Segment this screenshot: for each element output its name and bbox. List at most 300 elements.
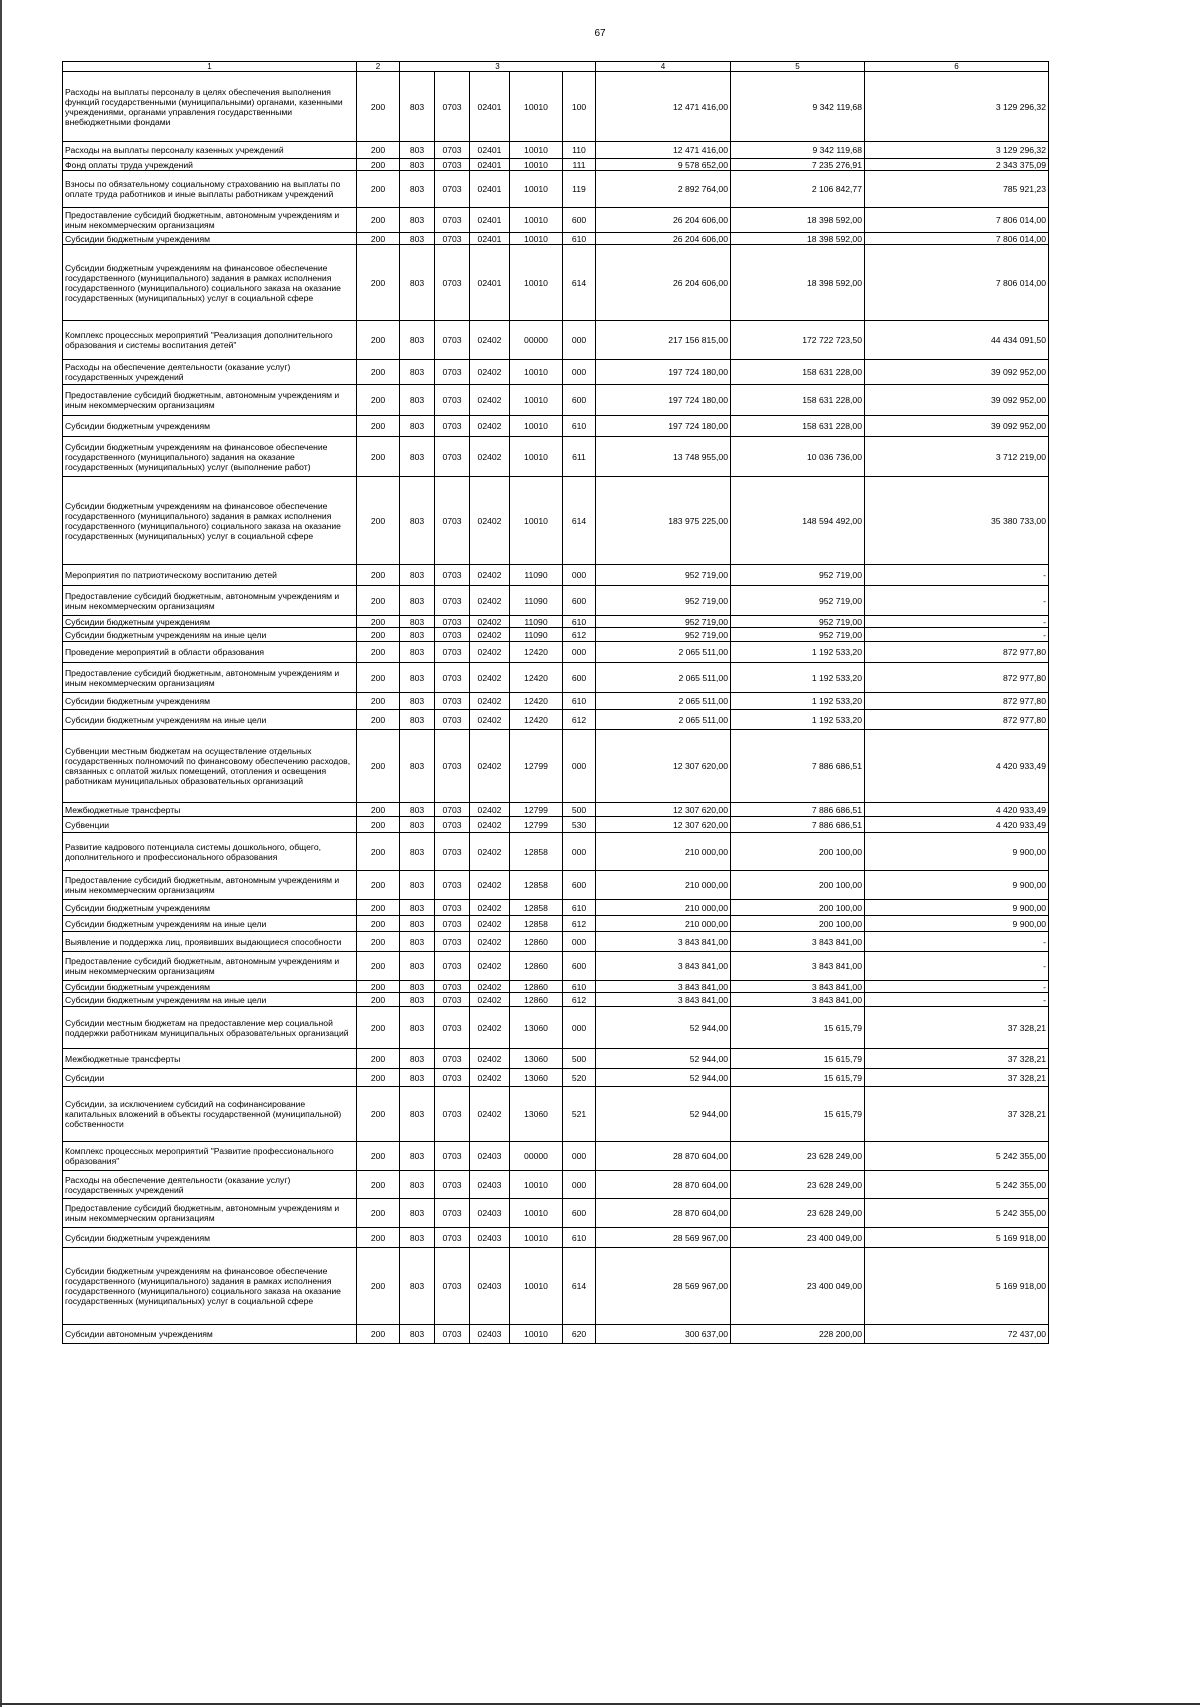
- expense-type-code: 000: [563, 730, 596, 803]
- ministry-code: 803: [400, 616, 435, 628]
- ministry-code: 803: [400, 916, 435, 932]
- budget-amount: 183 975 225,00: [596, 477, 731, 565]
- expense-type-code: 611: [563, 437, 596, 477]
- program-code: 02402: [470, 981, 510, 993]
- ministry-code: 803: [400, 142, 435, 159]
- executed-amount: 2 106 842,77: [731, 171, 865, 208]
- direction-code: 12420: [510, 693, 563, 710]
- ministry-code: 803: [400, 1142, 435, 1171]
- table-row: [63, 1049, 1049, 1069]
- remaining-amount: 39 092 952,00: [865, 385, 1049, 416]
- program-code: 02402: [470, 628, 510, 642]
- subsection-code: 0703: [435, 1199, 470, 1228]
- row-name: Фонд оплаты труда учреждений: [63, 159, 357, 171]
- row-name: Расходы на обеспечение деятельности (оказание услуг) государственных учреждений: [63, 360, 357, 385]
- budget-amount: 12 471 416,00: [596, 72, 731, 142]
- budget-amount: 217 156 815,00: [596, 321, 731, 360]
- section-code: 200: [357, 1069, 400, 1087]
- table-row: [63, 416, 1049, 437]
- executed-amount: 23 628 249,00: [731, 1199, 865, 1228]
- subsection-code: 0703: [435, 321, 470, 360]
- subsection-code: 0703: [435, 208, 470, 233]
- ministry-code: 803: [400, 437, 435, 477]
- program-code: 02403: [470, 1248, 510, 1325]
- program-code: 02402: [470, 565, 510, 586]
- table-row: [63, 952, 1049, 981]
- remaining-amount: 872 977,80: [865, 710, 1049, 730]
- ministry-code: 803: [400, 72, 435, 142]
- program-code: 02402: [470, 360, 510, 385]
- expense-type-code: 000: [563, 642, 596, 663]
- section-code: 200: [357, 1171, 400, 1199]
- executed-amount: 1 192 533,20: [731, 642, 865, 663]
- ministry-code: 803: [400, 628, 435, 642]
- budget-amount: 197 724 180,00: [596, 416, 731, 437]
- executed-amount: 15 615,79: [731, 1087, 865, 1142]
- table-row: [63, 900, 1049, 916]
- ministry-code: 803: [400, 171, 435, 208]
- executed-amount: 7 886 686,51: [731, 803, 865, 817]
- row-name: Развитие кадрового потенциала системы дошкольного, общего, дополнительного и профессионального образования: [63, 833, 357, 871]
- direction-code: 10010: [510, 1171, 563, 1199]
- subsection-code: 0703: [435, 385, 470, 416]
- table-row: [63, 233, 1049, 245]
- direction-code: 12858: [510, 833, 563, 871]
- section-code: 200: [357, 477, 400, 565]
- executed-amount: 200 100,00: [731, 916, 865, 932]
- section-code: 200: [357, 817, 400, 833]
- expense-type-code: 610: [563, 233, 596, 245]
- executed-amount: 148 594 492,00: [731, 477, 865, 565]
- executed-amount: 952 719,00: [731, 616, 865, 628]
- table-row: [63, 159, 1049, 171]
- remaining-amount: 35 380 733,00: [865, 477, 1049, 565]
- remaining-amount: 5 242 355,00: [865, 1171, 1049, 1199]
- ministry-code: 803: [400, 952, 435, 981]
- subsection-code: 0703: [435, 981, 470, 993]
- subsection-code: 0703: [435, 932, 470, 952]
- direction-code: 10010: [510, 416, 563, 437]
- expense-type-code: 610: [563, 1228, 596, 1248]
- budget-amount: 13 748 955,00: [596, 437, 731, 477]
- ministry-code: 803: [400, 159, 435, 171]
- expense-type-code: 600: [563, 586, 596, 616]
- ministry-code: 803: [400, 477, 435, 565]
- subsection-code: 0703: [435, 693, 470, 710]
- ministry-code: 803: [400, 1325, 435, 1344]
- subsection-code: 0703: [435, 1325, 470, 1344]
- program-code: 02402: [470, 693, 510, 710]
- subsection-code: 0703: [435, 803, 470, 817]
- remaining-amount: 7 806 014,00: [865, 233, 1049, 245]
- table-row: [63, 932, 1049, 952]
- budget-amount: 210 000,00: [596, 900, 731, 916]
- expense-type-code: 000: [563, 833, 596, 871]
- ministry-code: 803: [400, 208, 435, 233]
- table-row: [63, 477, 1049, 565]
- executed-amount: 1 192 533,20: [731, 693, 865, 710]
- section-code: 200: [357, 321, 400, 360]
- row-name: Субсидии бюджетным учреждениям: [63, 693, 357, 710]
- row-name: Комплекс процессных мероприятий "Развитие профессионального образования": [63, 1142, 357, 1171]
- expense-type-code: 000: [563, 1007, 596, 1049]
- ministry-code: 803: [400, 1007, 435, 1049]
- ministry-code: 803: [400, 871, 435, 900]
- direction-code: 13060: [510, 1049, 563, 1069]
- executed-amount: 3 843 841,00: [731, 993, 865, 1007]
- direction-code: 10010: [510, 72, 563, 142]
- row-name: Расходы на обеспечение деятельности (оказание услуг) государственных учреждений: [63, 1171, 357, 1199]
- direction-code: 12858: [510, 871, 563, 900]
- table-row: [63, 981, 1049, 993]
- subsection-code: 0703: [435, 916, 470, 932]
- program-code: 02402: [470, 900, 510, 916]
- budget-amount: 28 569 967,00: [596, 1228, 731, 1248]
- expense-type-code: 500: [563, 803, 596, 817]
- executed-amount: 158 631 228,00: [731, 385, 865, 416]
- section-code: 200: [357, 1228, 400, 1248]
- table-row: [63, 1142, 1049, 1171]
- remaining-amount: -: [865, 981, 1049, 993]
- subsection-code: 0703: [435, 663, 470, 693]
- program-code: 02402: [470, 932, 510, 952]
- executed-amount: 7 886 686,51: [731, 817, 865, 833]
- budget-amount: 28 870 604,00: [596, 1171, 731, 1199]
- table-row: [63, 693, 1049, 710]
- expense-type-code: 600: [563, 871, 596, 900]
- program-code: 02402: [470, 1049, 510, 1069]
- budget-amount: 12 307 620,00: [596, 730, 731, 803]
- subsection-code: 0703: [435, 1248, 470, 1325]
- subsection-code: 0703: [435, 477, 470, 565]
- remaining-amount: 872 977,80: [865, 663, 1049, 693]
- ministry-code: 803: [400, 416, 435, 437]
- remaining-amount: -: [865, 565, 1049, 586]
- row-name: Субсидии бюджетным учреждениям на иные цели: [63, 993, 357, 1007]
- executed-amount: 18 398 592,00: [731, 245, 865, 321]
- budget-amount: 26 204 606,00: [596, 245, 731, 321]
- subsection-code: 0703: [435, 1007, 470, 1049]
- direction-code: 10010: [510, 477, 563, 565]
- table-row: [63, 628, 1049, 642]
- remaining-amount: 39 092 952,00: [865, 416, 1049, 437]
- expense-type-code: 600: [563, 385, 596, 416]
- row-name: Субсидии бюджетным учреждениям на иные цели: [63, 710, 357, 730]
- direction-code: 12420: [510, 710, 563, 730]
- expense-type-code: 000: [563, 932, 596, 952]
- executed-amount: 228 200,00: [731, 1325, 865, 1344]
- table-row: [63, 817, 1049, 833]
- program-code: 02402: [470, 477, 510, 565]
- budget-amount: 9 578 652,00: [596, 159, 731, 171]
- executed-amount: 1 192 533,20: [731, 663, 865, 693]
- expense-type-code: 610: [563, 416, 596, 437]
- section-code: 200: [357, 437, 400, 477]
- row-name: Субсидии бюджетным учреждениям на финансовое обеспечение государственного (муниципального) задания в рамках исполнения государственного (муниципального) социального заказа на оказание государственных (муниципальных) услуг в социальной сфере: [63, 477, 357, 565]
- section-code: 200: [357, 952, 400, 981]
- program-code: 02402: [470, 321, 510, 360]
- program-code: 02403: [470, 1142, 510, 1171]
- program-code: 02402: [470, 1007, 510, 1049]
- budget-amount: 12 307 620,00: [596, 803, 731, 817]
- expense-type-code: 614: [563, 1248, 596, 1325]
- budget-amount: 197 724 180,00: [596, 360, 731, 385]
- section-code: 200: [357, 142, 400, 159]
- row-name: Субсидии: [63, 1069, 357, 1087]
- section-code: 200: [357, 803, 400, 817]
- executed-amount: 18 398 592,00: [731, 233, 865, 245]
- executed-amount: 15 615,79: [731, 1007, 865, 1049]
- subsection-code: 0703: [435, 993, 470, 1007]
- remaining-amount: 37 328,21: [865, 1069, 1049, 1087]
- table-row: [63, 142, 1049, 159]
- budget-amount: 28 569 967,00: [596, 1248, 731, 1325]
- program-code: 02401: [470, 171, 510, 208]
- row-name: Межбюджетные трансферты: [63, 1049, 357, 1069]
- executed-amount: 23 628 249,00: [731, 1171, 865, 1199]
- direction-code: 10010: [510, 385, 563, 416]
- expense-type-code: 600: [563, 663, 596, 693]
- expense-type-code: 612: [563, 993, 596, 1007]
- row-name: Субсидии бюджетным учреждениям на иные цели: [63, 628, 357, 642]
- expense-type-code: 100: [563, 72, 596, 142]
- section-code: 200: [357, 900, 400, 916]
- remaining-amount: 7 806 014,00: [865, 245, 1049, 321]
- direction-code: 10010: [510, 233, 563, 245]
- ministry-code: 803: [400, 1228, 435, 1248]
- program-code: 02401: [470, 208, 510, 233]
- budget-amount: 26 204 606,00: [596, 233, 731, 245]
- row-name: Субсидии местным бюджетам на предоставление мер социальной поддержки работникам муниципальных образовательных организаций: [63, 1007, 357, 1049]
- expense-type-code: 620: [563, 1325, 596, 1344]
- executed-amount: 200 100,00: [731, 900, 865, 916]
- direction-code: 10010: [510, 1248, 563, 1325]
- expense-type-code: 110: [563, 142, 596, 159]
- executed-amount: 952 719,00: [731, 586, 865, 616]
- table-row: [63, 321, 1049, 360]
- ministry-code: 803: [400, 710, 435, 730]
- executed-amount: 3 843 841,00: [731, 952, 865, 981]
- ministry-code: 803: [400, 833, 435, 871]
- expense-type-code: 119: [563, 171, 596, 208]
- remaining-amount: 2 343 375,09: [865, 159, 1049, 171]
- section-code: 200: [357, 1142, 400, 1171]
- subsection-code: 0703: [435, 730, 470, 803]
- direction-code: 13060: [510, 1087, 563, 1142]
- program-code: 02402: [470, 642, 510, 663]
- row-name: Субсидии бюджетным учреждениям: [63, 900, 357, 916]
- remaining-amount: -: [865, 952, 1049, 981]
- expense-type-code: 600: [563, 208, 596, 233]
- row-name: Предоставление субсидий бюджетным, автономным учреждениям и иным некоммерческим организациям: [63, 586, 357, 616]
- row-name: Предоставление субсидий бюджетным, автономным учреждениям и иным некоммерческим организациям: [63, 385, 357, 416]
- section-code: 200: [357, 1199, 400, 1228]
- program-code: 02401: [470, 245, 510, 321]
- table-row: [63, 1171, 1049, 1199]
- section-code: 200: [357, 586, 400, 616]
- expense-type-code: 000: [563, 321, 596, 360]
- remaining-amount: 785 921,23: [865, 171, 1049, 208]
- expense-type-code: 612: [563, 710, 596, 730]
- program-code: 02401: [470, 159, 510, 171]
- executed-amount: 10 036 736,00: [731, 437, 865, 477]
- program-code: 02402: [470, 817, 510, 833]
- expense-type-code: 612: [563, 628, 596, 642]
- section-code: 200: [357, 1007, 400, 1049]
- executed-amount: 9 342 119,68: [731, 142, 865, 159]
- program-code: 02402: [470, 916, 510, 932]
- section-code: 200: [357, 416, 400, 437]
- remaining-amount: 5 242 355,00: [865, 1199, 1049, 1228]
- direction-code: 11090: [510, 586, 563, 616]
- table-row: [63, 642, 1049, 663]
- remaining-amount: 3 129 296,32: [865, 142, 1049, 159]
- remaining-amount: 5 242 355,00: [865, 1142, 1049, 1171]
- table-row: [63, 993, 1049, 1007]
- subsection-code: 0703: [435, 565, 470, 586]
- expense-type-code: 610: [563, 693, 596, 710]
- budget-amount: 52 944,00: [596, 1049, 731, 1069]
- section-code: 200: [357, 72, 400, 142]
- direction-code: 12858: [510, 916, 563, 932]
- ministry-code: 803: [400, 1049, 435, 1069]
- section-code: 200: [357, 208, 400, 233]
- remaining-amount: -: [865, 616, 1049, 628]
- ministry-code: 803: [400, 993, 435, 1007]
- program-code: 02402: [470, 730, 510, 803]
- expense-type-code: 520: [563, 1069, 596, 1087]
- table-row: [63, 360, 1049, 385]
- scan-bottom-edge: [0, 1703, 1200, 1705]
- remaining-amount: 37 328,21: [865, 1007, 1049, 1049]
- section-code: 200: [357, 1049, 400, 1069]
- section-code: 200: [357, 159, 400, 171]
- remaining-amount: 9 900,00: [865, 871, 1049, 900]
- remaining-amount: 7 806 014,00: [865, 208, 1049, 233]
- remaining-amount: -: [865, 993, 1049, 1007]
- remaining-amount: 44 434 091,50: [865, 321, 1049, 360]
- row-name: Субсидии бюджетным учреждениям: [63, 981, 357, 993]
- executed-amount: 200 100,00: [731, 871, 865, 900]
- program-code: 02403: [470, 1325, 510, 1344]
- program-code: 02402: [470, 803, 510, 817]
- section-code: 200: [357, 932, 400, 952]
- ministry-code: 803: [400, 586, 435, 616]
- table-row: [63, 437, 1049, 477]
- direction-code: 10010: [510, 245, 563, 321]
- program-code: 02401: [470, 72, 510, 142]
- budget-amount: 300 637,00: [596, 1325, 731, 1344]
- section-code: 200: [357, 916, 400, 932]
- expense-type-code: 610: [563, 900, 596, 916]
- row-name: Предоставление субсидий бюджетным, автономным учреждениям и иным некоммерческим организациям: [63, 1199, 357, 1228]
- subsection-code: 0703: [435, 817, 470, 833]
- table-row: [63, 803, 1049, 817]
- program-code: 02402: [470, 416, 510, 437]
- program-code: 02401: [470, 233, 510, 245]
- header-col-3: 3: [400, 62, 596, 72]
- program-code: 02403: [470, 1171, 510, 1199]
- subsection-code: 0703: [435, 616, 470, 628]
- direction-code: 12799: [510, 730, 563, 803]
- ministry-code: 803: [400, 817, 435, 833]
- budget-amount: 210 000,00: [596, 916, 731, 932]
- ministry-code: 803: [400, 693, 435, 710]
- ministry-code: 803: [400, 803, 435, 817]
- program-code: 02402: [470, 586, 510, 616]
- budget-amount: 52 944,00: [596, 1007, 731, 1049]
- ministry-code: 803: [400, 1199, 435, 1228]
- subsection-code: 0703: [435, 360, 470, 385]
- section-code: 200: [357, 565, 400, 586]
- section-code: 200: [357, 616, 400, 628]
- executed-amount: 158 631 228,00: [731, 360, 865, 385]
- subsection-code: 0703: [435, 642, 470, 663]
- expense-type-code: 612: [563, 916, 596, 932]
- subsection-code: 0703: [435, 1049, 470, 1069]
- program-code: 02402: [470, 993, 510, 1007]
- budget-amount: 2 065 511,00: [596, 693, 731, 710]
- section-code: 200: [357, 360, 400, 385]
- budget-amount: 952 719,00: [596, 628, 731, 642]
- budget-amount: 12 471 416,00: [596, 142, 731, 159]
- table-row: [63, 1069, 1049, 1087]
- remaining-amount: -: [865, 628, 1049, 642]
- section-code: 200: [357, 693, 400, 710]
- row-name: Субвенции: [63, 817, 357, 833]
- row-name: Предоставление субсидий бюджетным, автономным учреждениям и иным некоммерческим организациям: [63, 208, 357, 233]
- program-code: 02402: [470, 663, 510, 693]
- ministry-code: 803: [400, 730, 435, 803]
- row-name: Субсидии бюджетным учреждениям на иные цели: [63, 916, 357, 932]
- remaining-amount: 4 420 933,49: [865, 730, 1049, 803]
- ministry-code: 803: [400, 245, 435, 321]
- executed-amount: 200 100,00: [731, 833, 865, 871]
- expense-type-code: 000: [563, 1142, 596, 1171]
- row-name: Предоставление субсидий бюджетным, автономным учреждениям и иным некоммерческим организациям: [63, 952, 357, 981]
- program-code: 02403: [470, 1228, 510, 1248]
- remaining-amount: 72 437,00: [865, 1325, 1049, 1344]
- budget-amount: 210 000,00: [596, 833, 731, 871]
- remaining-amount: 39 092 952,00: [865, 360, 1049, 385]
- subsection-code: 0703: [435, 1069, 470, 1087]
- budget-amount: 52 944,00: [596, 1069, 731, 1087]
- row-name: Расходы на выплаты персоналу казенных учреждений: [63, 142, 357, 159]
- row-name: Мероприятия по патриотическому воспитанию детей: [63, 565, 357, 586]
- direction-code: 10010: [510, 142, 563, 159]
- ministry-code: 803: [400, 642, 435, 663]
- budget-amount: 952 719,00: [596, 616, 731, 628]
- direction-code: 10010: [510, 208, 563, 233]
- budget-amount: 197 724 180,00: [596, 385, 731, 416]
- subsection-code: 0703: [435, 1142, 470, 1171]
- subsection-code: 0703: [435, 628, 470, 642]
- table-row: [63, 208, 1049, 233]
- row-name: Выявление и поддержка лиц, проявивших выдающиеся способности: [63, 932, 357, 952]
- program-code: 02403: [470, 1199, 510, 1228]
- remaining-amount: 3 712 219,00: [865, 437, 1049, 477]
- subsection-code: 0703: [435, 233, 470, 245]
- remaining-amount: 9 900,00: [865, 916, 1049, 932]
- row-name: Комплекс процессных мероприятий "Реализация дополнительного образования и системы воспитания детей": [63, 321, 357, 360]
- direction-code: 10010: [510, 159, 563, 171]
- table-row: [63, 72, 1049, 142]
- subsection-code: 0703: [435, 437, 470, 477]
- ministry-code: 803: [400, 385, 435, 416]
- expense-type-code: 000: [563, 565, 596, 586]
- ministry-code: 803: [400, 1171, 435, 1199]
- ministry-code: 803: [400, 663, 435, 693]
